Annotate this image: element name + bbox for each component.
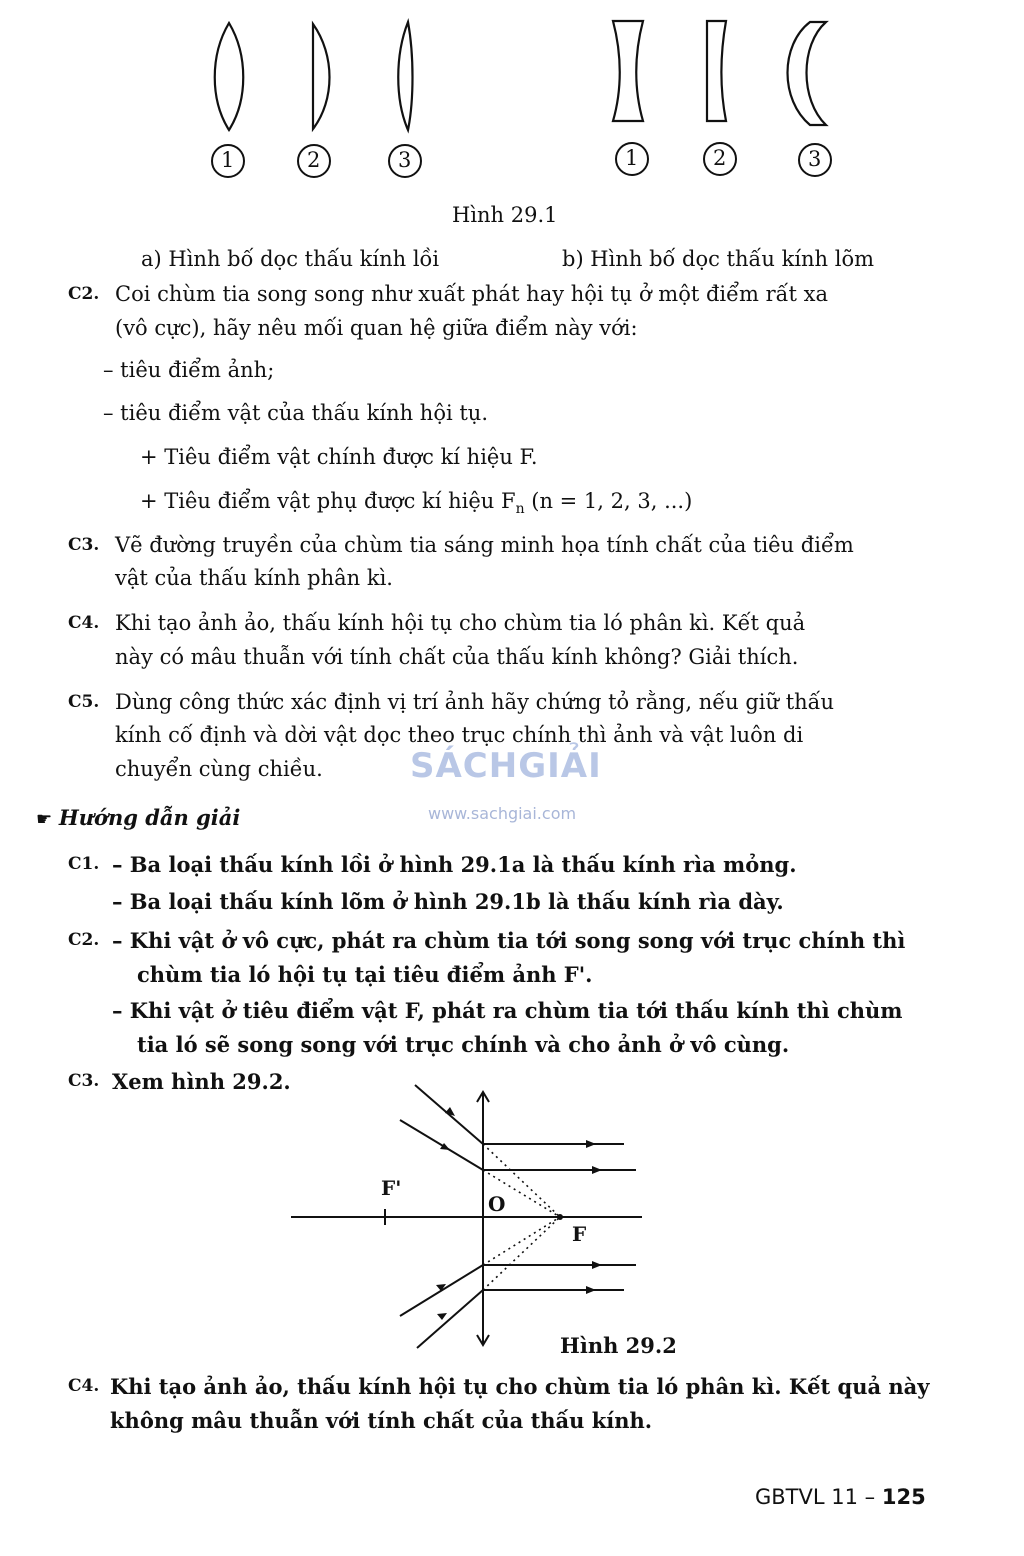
- figure-29-1-lenses: [0, 0, 1024, 200]
- watermark-url: www.sachgiai.com: [428, 804, 577, 823]
- bullet-item: – tiêu điểm ảnh;: [103, 358, 275, 382]
- answer-text: – Khi vật ở tiêu điểm vật F, phát ra chùm tia tới thấu kính thì chùm: [112, 998, 903, 1023]
- incident-ray: [400, 1120, 483, 1170]
- ray-arrowhead: [592, 1166, 602, 1174]
- biconcave-lens: [613, 21, 643, 121]
- answer-text: chùm tia ló hội tụ tại tiêu điểm ảnh F'.: [137, 962, 593, 987]
- plus-item: + Tiêu điểm vật chính được kí hiệu F.: [140, 445, 538, 469]
- answer-text: không mâu thuẫn với tính chất của thấu kính.: [110, 1408, 653, 1433]
- answer-label: C2.: [68, 930, 100, 950]
- plano-concave-lens: [707, 21, 726, 121]
- answer-text: tia ló sẽ song song với trục chính và cho ảnh ở vô cùng.: [137, 1032, 790, 1057]
- plus-item-text: + Tiêu điểm vật phụ được kí hiệu F: [140, 489, 516, 513]
- book-code: GBTVL 11 –: [755, 1485, 876, 1509]
- page-number: 125: [881, 1485, 926, 1509]
- circle-number: 3: [808, 147, 822, 171]
- question-text: Khi tạo ảnh ảo, thấu kính hội tụ cho chùm tia ló phân kì. Kết quả: [115, 611, 806, 635]
- answer-label: C1.: [68, 854, 100, 874]
- circle-number: 1: [625, 146, 639, 170]
- figure-title: Hình 29.1: [452, 203, 558, 227]
- answer-text: – Khi vật ở vô cực, phát ra chùm tia tới song song với trục chính thì: [112, 928, 906, 953]
- question-text: kính cố định và dời vật dọc theo trục chính thì ảnh và vật luôn di: [115, 723, 804, 747]
- figure-title: Hình 29.2: [560, 1333, 677, 1358]
- subscript-n: n: [515, 501, 525, 518]
- concave-meniscus-lens: [788, 22, 827, 125]
- question-label: C2.: [68, 284, 100, 304]
- answer-text: – Ba loại thấu kính lồi ở hình 29.1a là thấu kính rìa mỏng.: [112, 852, 797, 877]
- ray-arrowhead: [592, 1261, 602, 1269]
- label-o: O: [488, 1192, 506, 1216]
- answer-label: C3.: [68, 1071, 100, 1091]
- pointing-hand-icon: ☛: [36, 809, 53, 830]
- bullet-item: – tiêu điểm vật của thấu kính hội tụ.: [103, 401, 489, 425]
- question-text: này có mâu thuẫn với tính chất của thấu kính không? Giải thích.: [115, 645, 799, 669]
- circle-number: 2: [713, 146, 727, 170]
- question-text: Dùng công thức xác định vị trí ảnh hãy chứng tỏ rằng, nếu giữ thấu: [115, 690, 835, 714]
- question-label: C5.: [68, 692, 100, 712]
- answer-text: Xem hình 29.2.: [112, 1069, 291, 1094]
- construction-line: [483, 1217, 560, 1290]
- figure-caption-b: b) Hình bố dọc thấu kính lõm: [562, 247, 875, 271]
- page-footer: [755, 1481, 926, 1514]
- guide-heading: [36, 801, 240, 836]
- question-text: Coi chùm tia song song như xuất phát hay hội tụ ở một điểm rất xa: [115, 282, 829, 306]
- convex-meniscus-lens: [398, 22, 412, 130]
- construction-line: [483, 1217, 560, 1265]
- label-f-prime: F': [381, 1176, 402, 1200]
- question-label: C3.: [68, 535, 100, 555]
- focal-point: [557, 1214, 563, 1220]
- question-text: chuyển cùng chiều.: [115, 757, 323, 781]
- circle-number: 2: [307, 148, 321, 172]
- ray-arrowhead: [586, 1286, 596, 1294]
- biconvex-lens: [215, 23, 244, 130]
- incident-ray: [400, 1265, 483, 1316]
- figure-caption-a: a) Hình bố dọc thấu kính lồi: [141, 247, 440, 271]
- question-text: (vô cực), hãy nêu mối quan hệ giữa điểm này với:: [115, 316, 638, 340]
- watermark-brand: SÁCHGIẢI: [410, 746, 602, 786]
- ray-arrowhead: [586, 1140, 596, 1148]
- plano-convex-lens: [313, 24, 330, 129]
- guide-title: Hướng dẫn giải: [58, 805, 241, 830]
- plus-item-text: (n = 1, 2, 3, ...): [524, 489, 693, 513]
- question-label: C4.: [68, 613, 100, 633]
- figure-29-2-diverging-lens: [0, 1080, 1024, 1380]
- answer-label: C4.: [68, 1376, 100, 1396]
- ray-arrowhead: [437, 1313, 447, 1320]
- plus-item: [140, 485, 692, 526]
- answer-text: Khi tạo ảnh ảo, thấu kính hội tụ cho chùm tia ló phân kì. Kết quả này: [110, 1374, 930, 1399]
- label-f: F: [572, 1222, 587, 1246]
- circle-number: 3: [398, 148, 412, 172]
- question-text: Vẽ đường truyền của chùm tia sáng minh họa tính chất của tiêu điểm: [115, 533, 854, 557]
- question-text: vật của thấu kính phân kì.: [115, 566, 393, 590]
- circle-number: 1: [221, 148, 235, 172]
- answer-text: – Ba loại thấu kính lõm ở hình 29.1b là thấu kính rìa dày.: [112, 889, 784, 914]
